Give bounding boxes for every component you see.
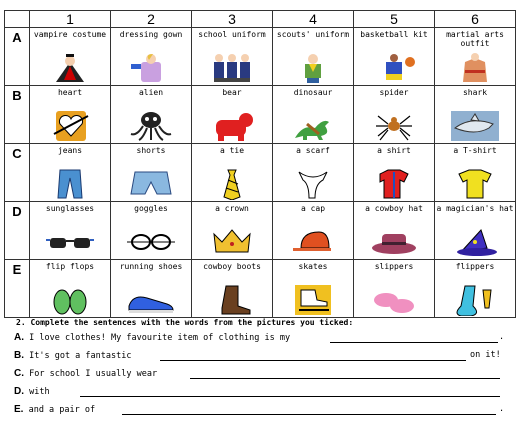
picture-cell[interactable] [273, 260, 354, 318]
picture-label: flip flops [45, 262, 95, 271]
picture-label: heart [57, 88, 83, 97]
row-header: C [5, 144, 30, 202]
picture-cell[interactable] [192, 86, 273, 144]
picture-cell[interactable] [30, 86, 111, 144]
martial-arts-icon [447, 52, 503, 84]
goggles-icon [123, 226, 179, 258]
column-header: 2 [111, 11, 192, 28]
picture-label: goggles [134, 204, 168, 213]
picture-label: running shoes [119, 262, 183, 271]
picture-cell[interactable] [354, 144, 435, 202]
alien-icon [123, 110, 179, 142]
sentence-text: and a pair of [28, 405, 96, 415]
sentence-text: with [29, 387, 50, 397]
picture-label: cowboy boots [203, 262, 261, 271]
cowboy-boots-icon [204, 284, 260, 316]
picture-cell[interactable] [192, 202, 273, 260]
picture-cell[interactable] [30, 144, 111, 202]
picture-cell[interactable] [435, 202, 516, 260]
sentence-letter: B. [14, 350, 24, 361]
sentence-letter: D. [14, 386, 24, 397]
picture-label: shark [462, 88, 488, 97]
picture-label: alien [138, 88, 164, 97]
picture-cell[interactable] [111, 144, 192, 202]
picture-cell[interactable] [273, 144, 354, 202]
picture-cell[interactable] [111, 86, 192, 144]
picture-label: skates [298, 262, 328, 271]
row-header: D [5, 202, 30, 260]
picture-cell[interactable] [354, 260, 435, 318]
school-uniform-icon [204, 52, 260, 84]
picture-cell[interactable] [111, 202, 192, 260]
picture-cell[interactable] [111, 28, 192, 86]
picture-cell[interactable] [273, 28, 354, 86]
column-header: 5 [354, 11, 435, 28]
column-header: 3 [192, 11, 273, 28]
picture-label: a tie [219, 146, 245, 155]
picture-label: bear [222, 88, 242, 97]
picture-label: spider [379, 88, 409, 97]
sentence-end: . [499, 332, 505, 342]
sentence-e [14, 404, 95, 415]
picture-cell[interactable] [30, 260, 111, 318]
picture-label: a magician's hat [436, 204, 514, 213]
picture-label: a scarf [296, 146, 330, 155]
picture-label: a shirt [377, 146, 411, 155]
picture-label: a cowboy hat [365, 204, 423, 213]
picture-cell[interactable] [273, 86, 354, 144]
basketball-kit-icon [366, 52, 422, 84]
slippers-icon [366, 284, 422, 316]
picture-label: shorts [136, 146, 166, 155]
answer-line[interactable] [122, 414, 496, 415]
corner-cell [5, 11, 30, 28]
picture-cell[interactable] [435, 28, 516, 86]
sentence-letter: A. [14, 332, 24, 343]
column-header: 6 [435, 11, 516, 28]
shirt-icon [366, 168, 422, 200]
scarf-icon [285, 168, 341, 200]
column-header: 4 [273, 11, 354, 28]
dinosaur-icon [285, 110, 341, 142]
picture-cell[interactable] [354, 28, 435, 86]
answer-line[interactable] [190, 378, 500, 379]
sentence-end: . [499, 404, 505, 414]
dressing-gown-icon [123, 52, 179, 84]
scout-uniform-icon [285, 52, 341, 84]
column-header: 1 [30, 11, 111, 28]
picture-label: scouts' uniform [276, 30, 350, 39]
tshirt-icon [447, 168, 503, 200]
heart-icon [42, 110, 98, 142]
picture-cell[interactable] [30, 202, 111, 260]
sentence-letter: E. [14, 404, 24, 415]
running-shoes-icon [123, 284, 179, 316]
flip-flops-icon [42, 284, 98, 316]
picture-cell[interactable] [354, 202, 435, 260]
skates-icon [285, 284, 341, 316]
bear-icon [204, 110, 260, 142]
spider-icon [366, 110, 422, 142]
sentence-b [14, 350, 131, 361]
grid-row-c [5, 144, 516, 202]
row-header: B [5, 86, 30, 144]
magician-hat-icon [447, 226, 503, 258]
grid-row-d [5, 202, 516, 260]
shorts-icon [123, 168, 179, 200]
vampire-icon [42, 52, 98, 84]
grid-row-e [5, 260, 516, 318]
answer-line[interactable] [160, 360, 466, 361]
picture-label: vampire costume [33, 30, 107, 39]
picture-cell[interactable] [273, 202, 354, 260]
cap-icon [285, 226, 341, 258]
shark-icon [447, 110, 503, 142]
picture-grid [4, 10, 516, 318]
crown-icon [204, 226, 260, 258]
picture-cell[interactable] [111, 260, 192, 318]
exercise-instruction: 2. Complete the sentences with the words from the pictures you ticked: [16, 318, 354, 327]
picture-label: martial arts outfit [446, 30, 504, 48]
sentence-a [14, 332, 290, 343]
tie-icon [204, 168, 260, 200]
picture-label: sunglasses [45, 204, 95, 213]
flippers-icon [447, 284, 503, 316]
answer-line[interactable] [80, 396, 500, 397]
cowboy-hat-icon [366, 226, 422, 258]
sunglasses-icon [42, 226, 98, 258]
picture-label: flippers [455, 262, 495, 271]
row-header: E [5, 260, 30, 318]
picture-cell[interactable] [192, 144, 273, 202]
picture-label: a T-shirt [453, 146, 497, 155]
sentence-d [14, 386, 50, 397]
picture-label: slippers [374, 262, 414, 271]
picture-cell[interactable] [192, 260, 273, 318]
picture-label: basketball kit [360, 30, 428, 39]
sentence-text: It's got a fantastic [29, 351, 132, 361]
picture-cell[interactable] [30, 28, 111, 86]
picture-cell[interactable] [435, 260, 516, 318]
grid-row-a [5, 28, 516, 86]
picture-cell[interactable] [435, 144, 516, 202]
picture-label: jeans [57, 146, 83, 155]
picture-label: dinosaur [293, 88, 333, 97]
jeans-icon [42, 168, 98, 200]
picture-cell[interactable] [435, 86, 516, 144]
grid-row-b [5, 86, 516, 144]
answer-line[interactable] [330, 342, 498, 343]
picture-label: a cap [300, 204, 326, 213]
sentence-c [14, 368, 157, 379]
picture-label: dressing gown [119, 30, 183, 39]
row-header: A [5, 28, 30, 86]
picture-cell[interactable] [354, 86, 435, 144]
sentence-text: For school I usually wear [29, 369, 158, 379]
picture-label: a crown [215, 204, 249, 213]
sentence-end: on it! [470, 350, 501, 360]
sentence-text: I love clothes! My favourite item of clothing is my [29, 333, 291, 343]
picture-cell[interactable] [192, 28, 273, 86]
sentence-letter: C. [14, 368, 24, 379]
picture-label: school uniform [198, 30, 266, 39]
